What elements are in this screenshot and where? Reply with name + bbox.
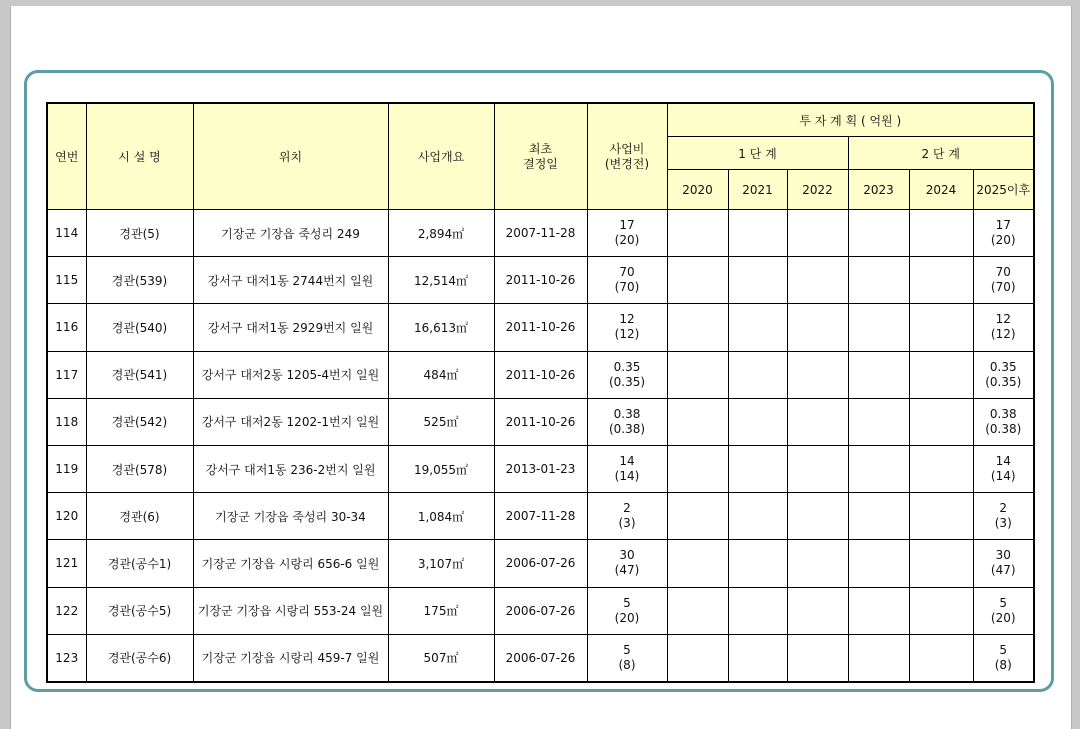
row-facility: 경관(5)	[86, 210, 193, 257]
row-cost	[587, 304, 667, 351]
row-overview: 19,055㎡	[388, 445, 494, 492]
row-year-2023	[848, 210, 909, 257]
row-cost	[587, 634, 667, 682]
row-cost-before-value: (70)	[614, 280, 640, 295]
row-year-2022	[787, 304, 848, 351]
row-cost-value: 5	[623, 595, 631, 610]
row-cost-value: 0.38	[613, 406, 641, 421]
row-year-2025-after	[973, 493, 1034, 540]
row-first-decision-date: 2006-07-26	[494, 540, 587, 587]
header-year-2023: 2023	[848, 170, 909, 210]
row-year-2025-value: 0.35	[989, 359, 1017, 374]
row-year-2021	[728, 257, 787, 304]
row-facility: 경관(6)	[86, 493, 193, 540]
row-overview: 484㎡	[388, 351, 494, 398]
row-location: 기장군 기장읍 시랑리 459-7 일원	[193, 634, 388, 682]
row-location: 기장군 기장읍 죽성리 249	[193, 210, 388, 257]
table-row	[47, 257, 1034, 304]
row-cost-before-value: (20)	[614, 233, 640, 248]
header-investment-plan: 투 자 계 획 ( 억원 )	[667, 103, 1034, 137]
row-year-2025-value: 0.38	[989, 406, 1017, 421]
row-year-2025-after	[973, 634, 1034, 682]
row-overview: 3,107㎡	[388, 540, 494, 587]
row-year-2020	[667, 634, 728, 682]
row-cost	[587, 493, 667, 540]
row-cost-before-value: (0.38)	[608, 421, 646, 436]
row-year-2023	[848, 540, 909, 587]
row-year-2025-value: 14	[995, 454, 1011, 469]
header-year-2020: 2020	[667, 170, 728, 210]
row-cost	[587, 540, 667, 587]
row-cost	[587, 398, 667, 445]
row-no: 121	[47, 540, 86, 587]
row-no: 123	[47, 634, 86, 682]
header-stage1: 1 단 계	[667, 137, 848, 170]
row-cost	[587, 351, 667, 398]
row-cost-before-value: (3)	[618, 516, 636, 531]
row-year-2024	[909, 540, 973, 587]
header-row	[47, 103, 1034, 137]
row-overview: 175㎡	[388, 587, 494, 634]
row-no: 118	[47, 398, 86, 445]
row-year-2020	[667, 210, 728, 257]
row-year-2021	[728, 304, 787, 351]
row-overview: 507㎡	[388, 634, 494, 682]
row-year-2020	[667, 351, 728, 398]
row-cost-before-value: (12)	[614, 327, 640, 342]
row-first-decision-date: 2006-07-26	[494, 587, 587, 634]
row-year-2025-value: 5	[999, 642, 1008, 657]
table-row	[47, 493, 1034, 540]
row-first-decision-date: 2011-10-26	[494, 257, 587, 304]
row-year-2024	[909, 493, 973, 540]
row-cost-before-value: (47)	[614, 563, 640, 578]
row-location: 강서구 대저1동 2929번지 일원	[193, 304, 388, 351]
row-overview: 2,894㎡	[388, 210, 494, 257]
header-cost	[587, 103, 667, 210]
row-facility: 경관(540)	[86, 304, 193, 351]
row-year-2024	[909, 304, 973, 351]
investment-plan-table	[46, 102, 1035, 683]
header-year-2021: 2021	[728, 170, 787, 210]
row-facility: 경관(공수1)	[86, 540, 193, 587]
row-cost-before-value: (0.35)	[608, 374, 646, 389]
row-year-2020	[667, 540, 728, 587]
row-first-decision-date: 2013-01-23	[494, 445, 587, 492]
row-year-2025-before-value: (8)	[994, 657, 1012, 672]
header-first-decision	[494, 103, 587, 210]
row-cost-value: 70	[619, 265, 635, 280]
row-location: 기장군 기장읍 시랑리 553-24 일원	[193, 587, 388, 634]
row-year-2025-after	[973, 540, 1034, 587]
row-overview: 16,613㎡	[388, 304, 494, 351]
row-cost-value: 17	[619, 218, 635, 233]
header-year-2022: 2022	[787, 170, 848, 210]
row-year-2024	[909, 398, 973, 445]
row-year-2024	[909, 445, 973, 492]
header-location: 위치	[193, 103, 388, 210]
row-cost	[587, 587, 667, 634]
row-cost-value: 14	[619, 454, 635, 469]
row-cost-before-value: (8)	[618, 657, 636, 672]
row-year-2020	[667, 398, 728, 445]
row-year-2025-after	[973, 398, 1034, 445]
row-year-2022	[787, 493, 848, 540]
header-first-decision-line2: 결정일	[523, 156, 558, 171]
row-year-2025-after	[973, 587, 1034, 634]
row-year-2021	[728, 210, 787, 257]
row-no: 115	[47, 257, 86, 304]
row-year-2021	[728, 351, 787, 398]
row-no: 119	[47, 445, 86, 492]
header-year-2025-after: 2025이후	[973, 170, 1034, 210]
row-year-2025-value: 12	[995, 312, 1011, 327]
row-facility: 경관(542)	[86, 398, 193, 445]
row-cost-value: 2	[623, 501, 631, 516]
row-year-2024	[909, 587, 973, 634]
table-row	[47, 398, 1034, 445]
row-first-decision-date: 2011-10-26	[494, 304, 587, 351]
row-no: 114	[47, 210, 86, 257]
row-year-2025-before-value: (14)	[990, 469, 1016, 484]
row-location: 기장군 기장읍 시랑리 656-6 일원	[193, 540, 388, 587]
row-year-2025-value: 2	[999, 501, 1008, 516]
row-year-2023	[848, 257, 909, 304]
row-first-decision-date: 2006-07-26	[494, 634, 587, 682]
row-overview: 525㎡	[388, 398, 494, 445]
row-year-2023	[848, 445, 909, 492]
row-year-2025-value: 70	[995, 265, 1011, 280]
row-cost-value: 30	[619, 548, 635, 563]
row-year-2021	[728, 493, 787, 540]
table-row	[47, 587, 1034, 634]
row-year-2024	[909, 210, 973, 257]
row-year-2025-before-value: (20)	[990, 610, 1016, 625]
row-facility: 경관(공수5)	[86, 587, 193, 634]
row-no: 122	[47, 587, 86, 634]
row-year-2025-before-value: (70)	[990, 280, 1016, 295]
table-body	[47, 210, 1034, 682]
row-year-2025-value: 30	[995, 548, 1011, 563]
table-row	[47, 210, 1034, 257]
table-row	[47, 634, 1034, 682]
table-row	[47, 304, 1034, 351]
header-year-2024: 2024	[909, 170, 973, 210]
row-cost	[587, 445, 667, 492]
row-location: 강서구 대저1동 2744번지 일원	[193, 257, 388, 304]
row-year-2025-before-value: (47)	[990, 563, 1016, 578]
row-facility: 경관(541)	[86, 351, 193, 398]
row-year-2025-after	[973, 351, 1034, 398]
row-year-2022	[787, 398, 848, 445]
row-location: 강서구 대저2동 1205-4번지 일원	[193, 351, 388, 398]
row-year-2020	[667, 445, 728, 492]
row-year-2021	[728, 587, 787, 634]
row-year-2021	[728, 634, 787, 682]
row-year-2022	[787, 587, 848, 634]
header-facility: 시 설 명	[86, 103, 193, 210]
row-year-2023	[848, 351, 909, 398]
row-facility: 경관(539)	[86, 257, 193, 304]
row-year-2025-before-value: (12)	[990, 327, 1016, 342]
row-cost	[587, 257, 667, 304]
row-year-2025-after	[973, 257, 1034, 304]
row-first-decision-date: 2011-10-26	[494, 351, 587, 398]
row-year-2023	[848, 493, 909, 540]
row-location: 강서구 대저2동 1202-1번지 일원	[193, 398, 388, 445]
row-no: 120	[47, 493, 86, 540]
table-row	[47, 351, 1034, 398]
row-facility: 경관(578)	[86, 445, 193, 492]
row-cost-before-value: (14)	[614, 469, 640, 484]
header-cost-line1: 사업비	[609, 141, 645, 156]
row-cost	[587, 210, 667, 257]
row-year-2024	[909, 634, 973, 682]
header-stage2: 2 단 계	[848, 137, 1034, 170]
row-year-2025-after	[973, 304, 1034, 351]
row-cost-value: 12	[619, 312, 635, 327]
row-year-2020	[667, 587, 728, 634]
row-year-2025-before-value: (20)	[990, 233, 1016, 248]
row-facility: 경관(공수6)	[86, 634, 193, 682]
row-year-2021	[728, 398, 787, 445]
row-first-decision-date: 2007-11-28	[494, 210, 587, 257]
table-row	[47, 540, 1034, 587]
row-year-2020	[667, 304, 728, 351]
header-overview: 사업개요	[388, 103, 494, 210]
row-location: 강서구 대저1동 236-2번지 일원	[193, 445, 388, 492]
row-year-2023	[848, 398, 909, 445]
row-overview: 1,084㎡	[388, 493, 494, 540]
row-cost-before-value: (20)	[614, 610, 640, 625]
row-year-2022	[787, 257, 848, 304]
row-no: 116	[47, 304, 86, 351]
row-year-2022	[787, 445, 848, 492]
row-year-2020	[667, 493, 728, 540]
header-first-decision-line1: 최초	[528, 141, 553, 156]
row-year-2025-before-value: (0.35)	[985, 374, 1022, 389]
header-no: 연번	[47, 103, 86, 210]
row-year-2025-after	[973, 210, 1034, 257]
row-year-2022	[787, 210, 848, 257]
row-year-2025-value: 17	[995, 218, 1011, 233]
row-first-decision-date: 2011-10-26	[494, 398, 587, 445]
row-year-2025-before-value: (3)	[994, 516, 1012, 531]
table-row	[47, 445, 1034, 492]
header-cost-line2: (변경전)	[604, 156, 650, 171]
row-year-2024	[909, 351, 973, 398]
row-year-2025-after	[973, 445, 1034, 492]
row-overview: 12,514㎡	[388, 257, 494, 304]
row-year-2025-before-value: (0.38)	[985, 421, 1022, 436]
row-year-2023	[848, 634, 909, 682]
row-year-2025-value: 5	[999, 595, 1008, 610]
row-year-2023	[848, 304, 909, 351]
row-location: 기장군 기장읍 죽성리 30-34	[193, 493, 388, 540]
row-first-decision-date: 2007-11-28	[494, 493, 587, 540]
row-year-2022	[787, 540, 848, 587]
row-year-2024	[909, 257, 973, 304]
row-no: 117	[47, 351, 86, 398]
row-year-2021	[728, 540, 787, 587]
row-year-2020	[667, 257, 728, 304]
row-cost-value: 5	[623, 642, 631, 657]
row-year-2022	[787, 634, 848, 682]
row-year-2022	[787, 351, 848, 398]
row-year-2023	[848, 587, 909, 634]
row-year-2021	[728, 445, 787, 492]
row-cost-value: 0.35	[613, 359, 641, 374]
